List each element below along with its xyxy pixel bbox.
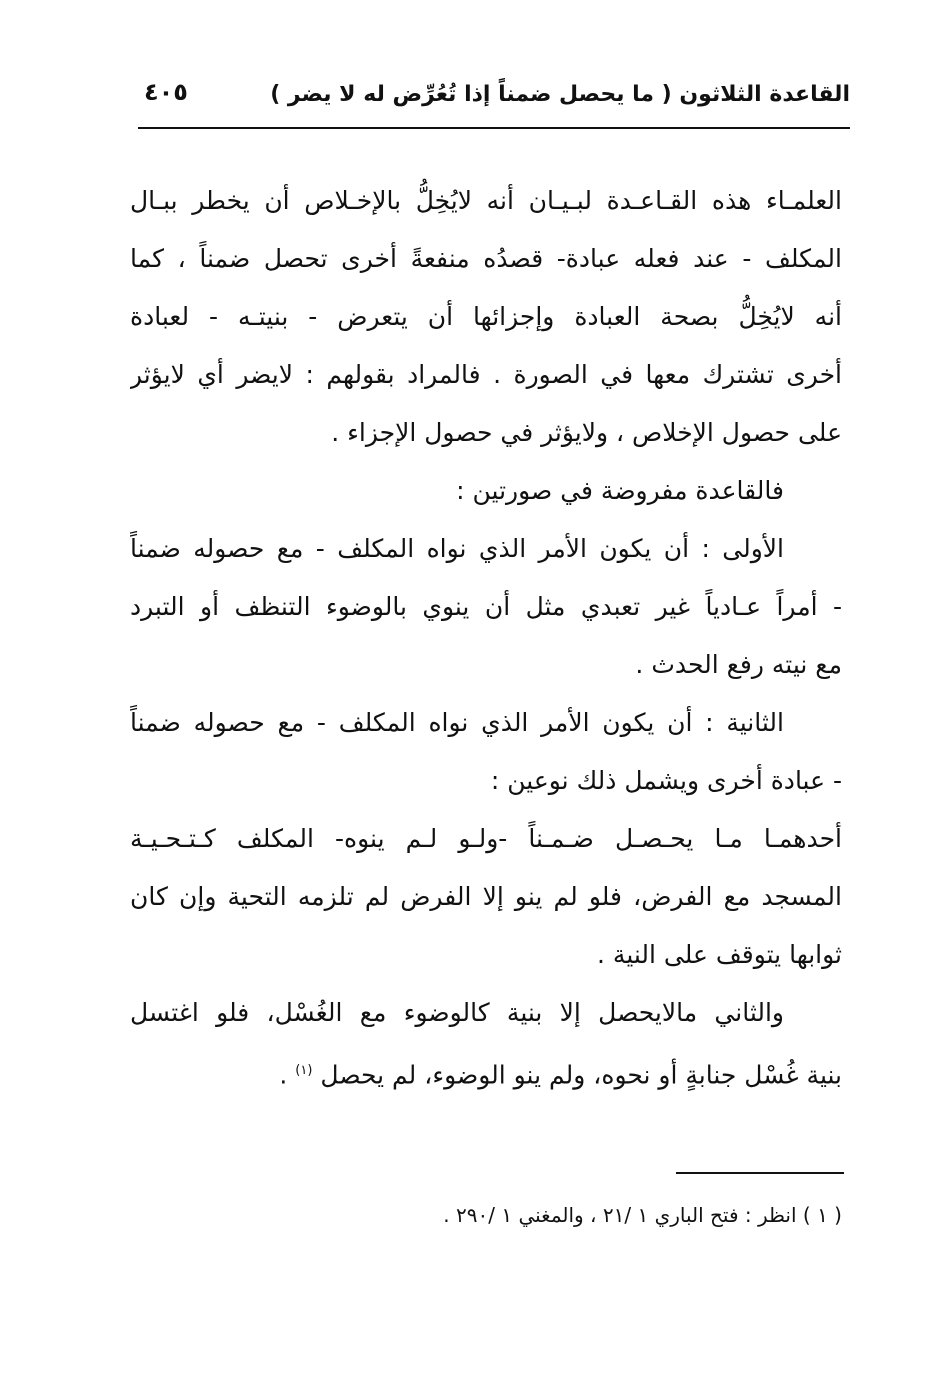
text-line: فالقاعدة مفروضة في صورتين : [456, 476, 784, 505]
text-line: المكلف - عند فعله عبادة- قصدُه منفعةً أخرى تحصل ضمناً ، كما [130, 244, 842, 273]
text-line: والثاني مالايحصل إلا بنية كالوضوء مع الغُسْل، فلو اغتسل [130, 998, 784, 1027]
text-line: الأولى : أن يكون الأمر الذي نواه المكلف - مع حصوله ضمناً [130, 534, 784, 563]
text-line: أخرى تشترك معها في الصورة . فالمراد بقولهم : لايضر أي لايؤثر [130, 360, 842, 389]
footnote-marker: (١) [295, 1063, 313, 1078]
text-line: أنه لايُخِلُّ بصحة العبادة وإجزائها أن يتعرض - بنيتـه - لعبادة [130, 302, 842, 331]
running-header-title: القاعدة الثلاثون ( ما يحصل ضمناً إذا تُعُرِّض له لا يضر ) [270, 82, 850, 107]
text-line: - أمراً عـادياً غير تعبدي مثل أن ينوي بالوضوء التنظف أو التبرد [130, 592, 842, 621]
text-line: المسجد مع الفرض، فلو لم ينو إلا الفرض لم تلزمه التحية وإن كان [130, 882, 842, 911]
text-line: على حصول الإخلاص ، ولايؤثر في حصول الإجزاء . [331, 418, 842, 447]
text-line: - عبادة أخرى ويشمل ذلك نوعين : [490, 766, 842, 795]
page-header [138, 70, 850, 126]
body-text [130, 172, 842, 1100]
text-line: ثوابها يتوقف على النية . [597, 940, 842, 969]
footnote-divider [676, 1172, 844, 1174]
text-line: أحدهمـا مـا يحـصـل ضـمـناً -ولـو لـم ينوه- المكلف كـتـحـيـة [130, 824, 842, 853]
page-number: ٤٠٥ [144, 78, 188, 106]
text-line: العلمـاء هذه القـاعـدة لبـيـان أنه لايُخِلُّ بالإخـلاص أن يخطر ببـال [130, 186, 842, 215]
text-segment: بنية غُسْل جنابةٍ أو نحوه، ولم ينو الوضوء، لم يحصل [320, 1060, 842, 1090]
header-divider [138, 127, 850, 129]
footnote: ( ١ ) انظر : فتح الباري ١ /٢١ ، والمغني ١ /٢٩٠ . [443, 1203, 842, 1227]
text-line: مع نيته رفع الحدث . [635, 650, 842, 679]
text-segment: . [279, 1060, 288, 1090]
text-line: الثانية : أن يكون الأمر الذي نواه المكلف - مع حصوله ضمناً [130, 708, 784, 737]
text-line [130, 1042, 842, 1100]
